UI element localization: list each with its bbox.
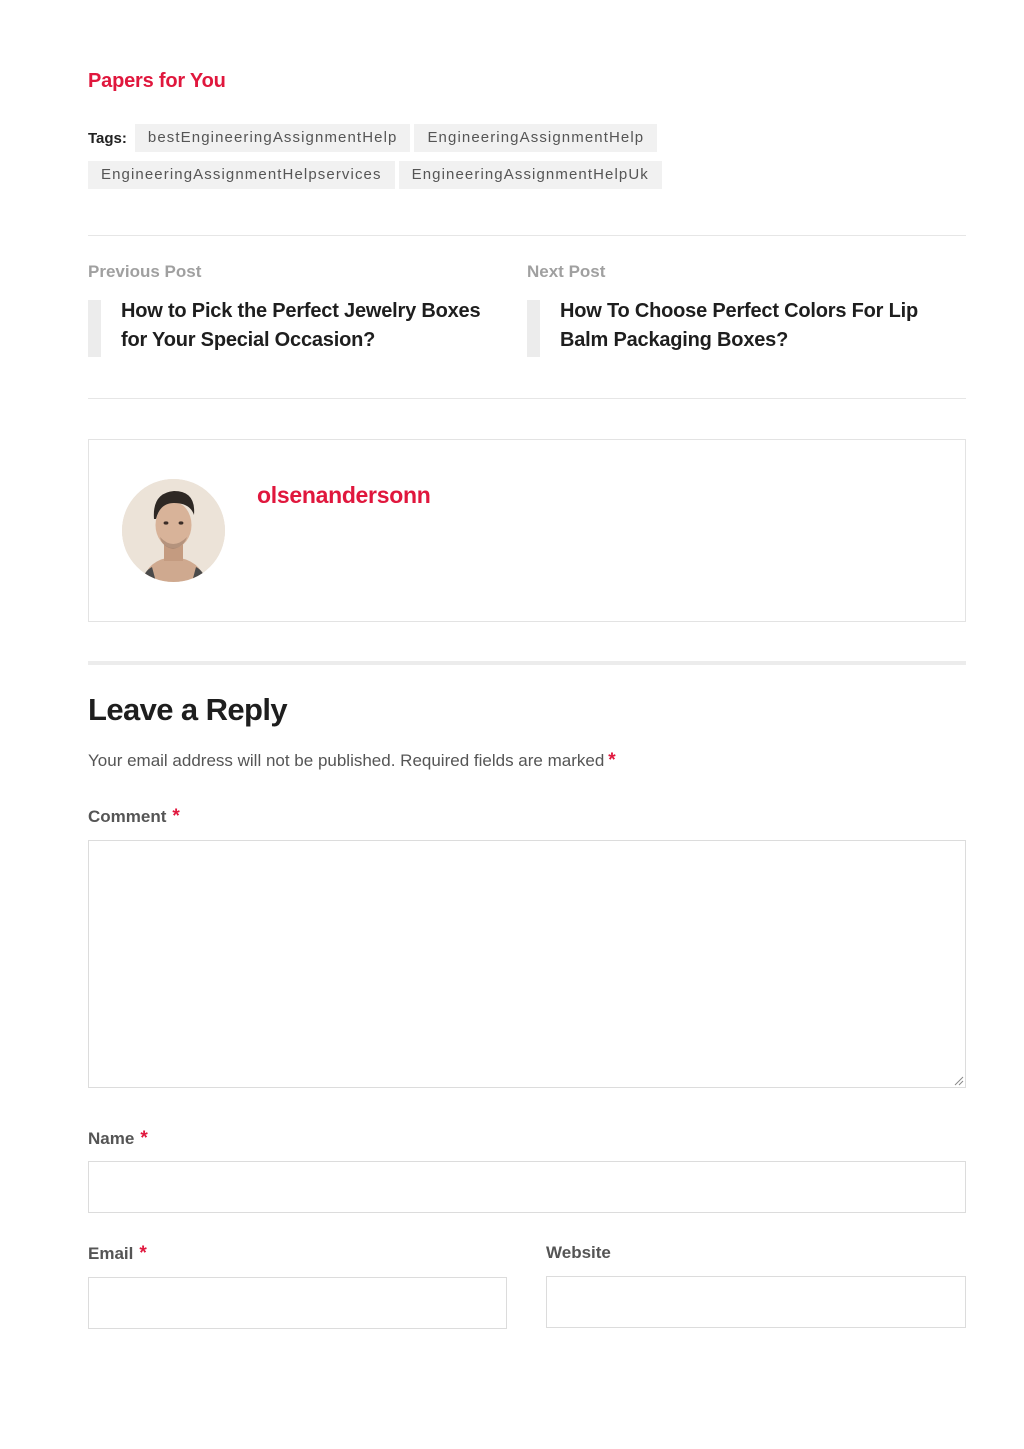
category-link[interactable]: Papers for You <box>88 70 226 92</box>
required-mark: * <box>608 750 616 771</box>
name-field[interactable] <box>88 1161 966 1213</box>
section-divider <box>88 661 966 665</box>
next-post-body <box>527 300 966 357</box>
tags-row-2 <box>88 161 968 189</box>
divider <box>88 398 966 399</box>
required-mark: * <box>139 1243 147 1264</box>
divider <box>88 235 966 236</box>
tag-link[interactable]: EngineeringAssignmentHelp <box>414 124 657 152</box>
website-field[interactable] <box>546 1276 966 1328</box>
tags-row-1 <box>88 124 968 152</box>
tags-label: Tags: <box>88 129 127 147</box>
comment-textarea[interactable] <box>88 840 966 1088</box>
author-box <box>88 439 966 622</box>
previous-post[interactable] <box>88 262 527 357</box>
author-name-link[interactable]: olsenandersonn <box>257 482 431 508</box>
next-post[interactable] <box>527 262 966 357</box>
required-mark: * <box>172 806 180 827</box>
comment-notes <box>88 750 616 772</box>
resize-grip-icon[interactable] <box>952 1074 964 1086</box>
comment-label <box>88 806 180 828</box>
reply-title: Leave a Reply <box>88 692 287 727</box>
comment-label-text: Comment <box>88 807 167 826</box>
tag-link[interactable]: EngineeringAssignmentHelpUk <box>399 161 662 189</box>
post-nav-bar <box>88 300 101 357</box>
next-post-title[interactable]: How To Choose Perfect Colors For Lip Balm Packaging Boxes? <box>560 300 919 351</box>
post-nav-bar <box>527 300 540 357</box>
previous-post-label: Previous Post <box>88 262 202 281</box>
name-label-text: Name <box>88 1129 135 1148</box>
name-label <box>88 1128 148 1150</box>
comment-notes-text: Your email address will not be published. Required fields are marked <box>88 751 605 770</box>
avatar-portrait-icon <box>122 479 225 582</box>
post-navigation <box>88 262 966 357</box>
required-mark: * <box>140 1128 148 1149</box>
next-post-label: Next Post <box>527 262 606 281</box>
tag-link[interactable]: bestEngineeringAssignmentHelp <box>135 124 411 152</box>
previous-post-body <box>88 300 527 357</box>
website-label: Website <box>546 1243 611 1262</box>
previous-post-title[interactable]: How to Pick the Perfect Jewelry Boxes for Your Special Occasion? <box>121 300 481 351</box>
email-label-text: Email <box>88 1244 134 1263</box>
tag-link[interactable]: EngineeringAssignmentHelpservices <box>88 161 395 189</box>
email-label <box>88 1243 147 1265</box>
tags-section <box>88 124 968 198</box>
email-field[interactable] <box>88 1277 507 1329</box>
avatar[interactable] <box>122 479 225 582</box>
